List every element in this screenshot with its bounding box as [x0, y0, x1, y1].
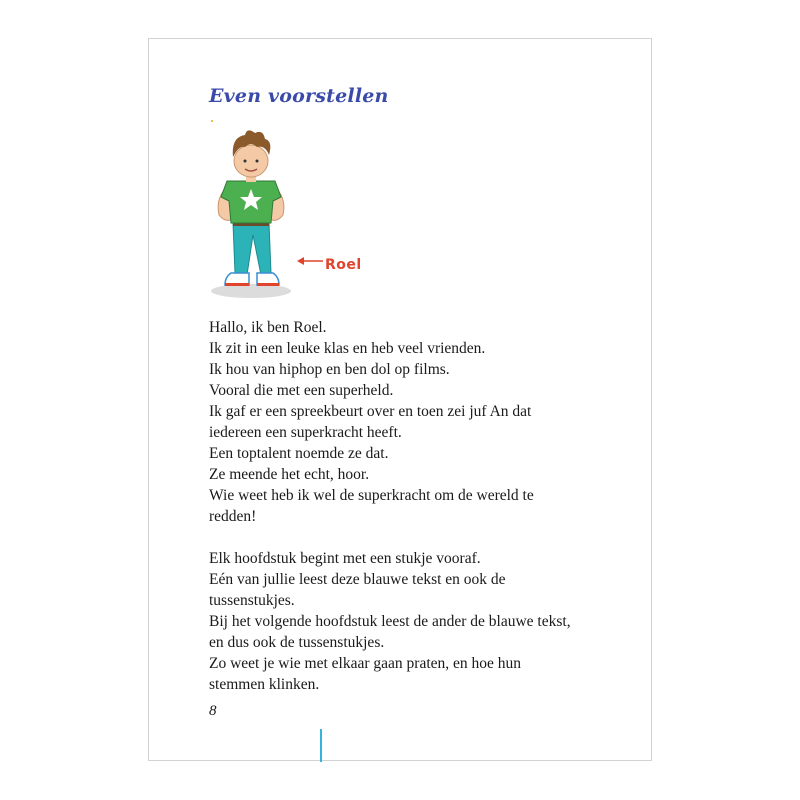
- page-number: 8: [209, 703, 217, 719]
- book-page: [148, 38, 652, 761]
- paragraph-intro: [209, 317, 619, 527]
- text-line: Bij het volgende hoofdstuk leest de ander de blauwe tekst,: [209, 613, 571, 630]
- text-line: Eén van jullie leest deze blauwe tekst en ook de: [209, 571, 506, 588]
- page-title: Even voorstellen: [209, 85, 389, 107]
- head: [234, 145, 268, 177]
- text-line: Vooral die met een superheld.: [209, 382, 394, 399]
- body-text: [209, 317, 619, 695]
- text-line: tussenstukjes.: [209, 592, 295, 609]
- text-line: Ik zit in een leuke klas en heb veel vrienden.: [209, 340, 486, 357]
- decorative-dot: [211, 120, 213, 122]
- text-line: Wie weet heb ik wel de superkracht om de wereld te: [209, 487, 534, 504]
- ground-shadow: [211, 284, 291, 298]
- text-line: Ik gaf er een spreekbeurt over en toen zei juf An dat: [209, 403, 532, 420]
- pants: [233, 223, 271, 275]
- character-label: Roel: [325, 257, 362, 273]
- text-line: redden!: [209, 508, 257, 525]
- arrow-head: [297, 257, 304, 265]
- text-line: Een toptalent noemde ze dat.: [209, 445, 389, 462]
- paragraph-gap: [209, 527, 619, 548]
- bookmark-ribbon: [320, 729, 322, 762]
- text-line: en dus ook de tussenstukjes.: [209, 634, 385, 651]
- text-line: Elk hoofdstuk begint met een stukje vooraf.: [209, 550, 481, 567]
- text-line: iedereen een superkracht heeft.: [209, 424, 402, 441]
- text-line: stemmen klinken.: [209, 676, 320, 693]
- text-line: Hallo, ik ben Roel.: [209, 319, 327, 336]
- text-line: Ik hou van hiphop en ben dol op films.: [209, 361, 450, 378]
- character-illustration: [201, 123, 371, 303]
- text-line: Ze meende het echt, hoor.: [209, 466, 370, 483]
- text-line: Zo weet je wie met elkaar gaan praten, en hoe hun: [209, 655, 522, 672]
- paragraph-instructions: [209, 548, 619, 695]
